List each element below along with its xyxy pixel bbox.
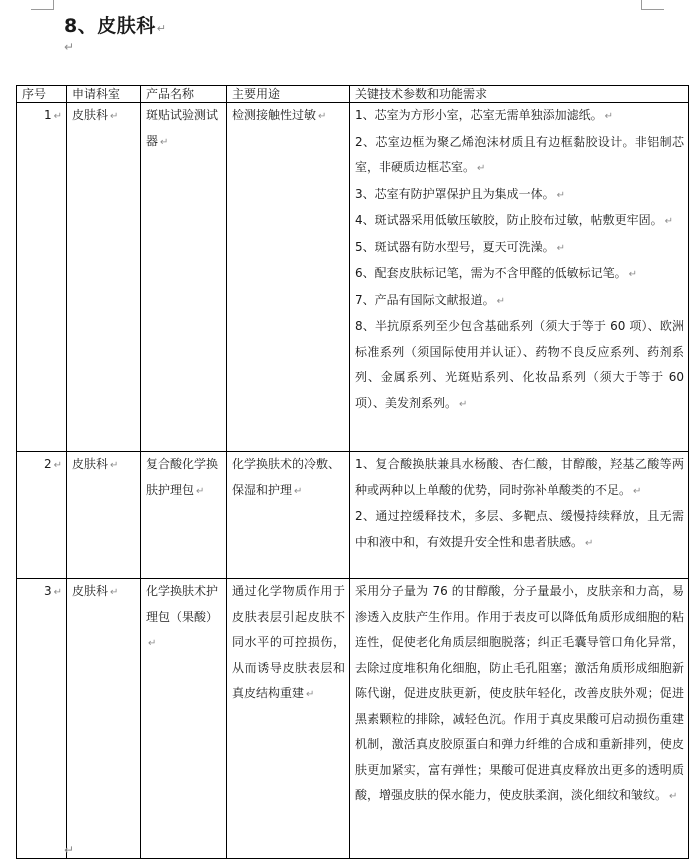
paragraph-mark: ↵: [156, 22, 167, 35]
requirement-item: 4、斑试器采用低敏压敏胶，防止胶布过敏，帖敷更牢固。 ↵: [355, 213, 674, 227]
table-header-row: [17, 86, 689, 103]
row-num-cell: 3 ↵: [17, 579, 67, 859]
row-dept-cell: 皮肤科 ↵: [67, 103, 141, 452]
row-requirements-cell: [350, 452, 689, 579]
requirement-item: 1、芯室为方形小室，芯室无需单独添加滤纸。 ↵: [355, 108, 614, 122]
section-heading: [64, 11, 166, 38]
requirement-item: 8、半抗原系列至少包含基础系列（须大于等于 60 项）、欧洲标准系列（须国际使用并认证）、药物不良反应系列、药剂系列、金属系列、光斑贴系列、化妆品系列（须大于等于 60 项）、美发剂系列。 ↵: [355, 319, 684, 410]
requirement-item: 采用分子量为 76 的甘醇酸，分子量最小，皮肤亲和力高，易渗透入皮肤产生作用。作用于表皮可以降低角质形成细胞的粘连性，促使老化角质层细胞脱落；纠正毛囊导管口角化异常，去除过度堆积角化细胞，防止毛孔阻塞；激活角质形成细胞新陈代谢，促进皮肤更新，使皮肤年轻化，改善皮肤外观；促进黑素颗粒的排除，减轻色沉。作用于真皮果酸可启动损伤重建机制，激活真皮胶原蛋白和弹力纤维的合成和重新排列，使皮肤更加紧实，富有弹性；果酸可促进真皮释放出更多的透明质酸，增强皮肤的保水能力，使皮肤柔润，淡化细纹和皱纹。 ↵: [355, 584, 684, 802]
requirement-item: 3、芯室有防护罩保护且为集成一体。 ↵: [355, 186, 566, 201]
requirement-item: 2、芯室边框为聚乙烯泡沫材质且有边框黏胶设计。非铝制芯室，非硬质边框芯室。 ↵: [355, 134, 684, 174]
header-cell-num: 序号: [17, 86, 67, 103]
header-cell-usage: 主要用途: [227, 86, 350, 103]
row-num-cell: 1 ↵: [17, 103, 67, 452]
row-requirements-cell: [350, 579, 689, 859]
row-num-cell: 2 ↵: [17, 452, 67, 579]
spec-table: [16, 85, 689, 859]
row-usage-cell: 检测接触性过敏 ↵: [227, 103, 350, 452]
row-product-cell: 斑贴试验测试器 ↵: [141, 103, 227, 452]
row-product-cell: 复合酸化学换肤护理包 ↵: [141, 452, 227, 579]
paragraph-mark: ↵: [64, 40, 75, 54]
row-dept-cell: 皮肤科 ↵: [67, 452, 141, 579]
requirement-item: 5、斑试器有防水型号，夏天可洗澡。 ↵: [355, 239, 566, 254]
table-row: [17, 452, 689, 579]
page-corner-mark-right: [641, 0, 664, 10]
header-cell-dept: 申请科室: [67, 86, 141, 103]
row-requirements-cell: [350, 103, 689, 452]
page-corner-mark-left: [31, 0, 54, 10]
section-heading-text: 8、皮肤科: [64, 15, 156, 37]
row-product-cell: 化学换肤术护理包（果酸）↵: [141, 579, 227, 859]
requirement-item: 6、配套皮肤标记笔，需为不含甲醛的低敏标记笔。 ↵: [355, 266, 638, 280]
requirement-item: 7、产品有国际文献报道。 ↵: [355, 292, 506, 307]
row-usage-cell: 化学换肤术的冷敷、保湿和护理 ↵: [227, 452, 350, 579]
row-dept-cell: 皮肤科 ↵: [67, 579, 141, 859]
table-row: [17, 579, 689, 859]
table-row: [17, 103, 689, 452]
header-cell-product: 产品名称: [141, 86, 227, 103]
requirement-item: 2、通过控缓释技术，多层、多靶点、缓慢持续释放，且无需中和液中和，有效提升安全性和患者肤感。 ↵: [355, 509, 684, 549]
requirement-item: 1、复合酸换肤兼具水杨酸、杏仁酸，甘醇酸，羟基乙酸等两种或两种以上单酸的优势，同时弥补单酸类的不足。 ↵: [355, 457, 684, 497]
header-cell-requirements: 关键技术参数和功能需求: [350, 86, 689, 103]
paragraph-mark: ↵: [64, 843, 75, 857]
row-usage-cell: 通过化学物质作用于皮肤表层引起皮肤不同水平的可控损伤，从而诱导皮肤表层和真皮结构重建 ↵: [227, 579, 350, 859]
